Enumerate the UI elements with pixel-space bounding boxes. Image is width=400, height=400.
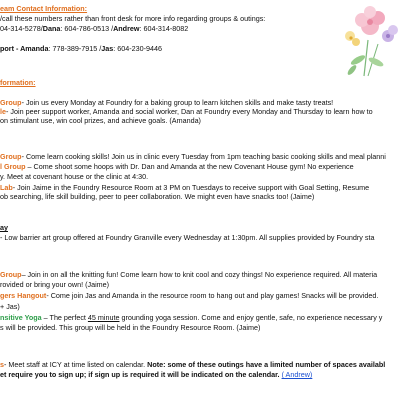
wednesday-label: ay [0,223,8,232]
purple-blossom [382,25,398,42]
yoga-line-2: s will be provided. This group will be held in the Foundry Resource Room. (Jaime) [0,323,261,332]
life-lab-line-2: ob searching, life skill building, peer to peer collaboration. We might even have snacks too! (Jaime) [0,192,315,201]
knitting-group-line: Group– Join in on all the knitting fun! Come learn how to knit cool and cozy things! No experience required. All materia [0,270,378,279]
pink-blossom [355,6,385,35]
contact-phones-1: 04-314-5278/Dana: 604-786-0513 /Andrew: 604-314-8082 [0,24,189,33]
knitting-group-line-2: rovided or bring your own! (Jaime) [0,280,110,289]
basketball-group-line-2: y. Meet at covenant house or the clinic at 4:30. [0,172,149,181]
outings-line-2: et require you to sign up; if sign up is required it will be indicated on the calendar. ( Andrew) [0,370,313,379]
info-heading: formation: [0,78,36,87]
stimulant-group-line: le- Join peer support worker, Amanda and social worker, Dan at Foundry every Monday and Thursday to learn how to [0,107,373,116]
yoga-line: nsitive Yoga – The perfect 45 minute grounding yoga session. Come and enjoy gentle, safe, no experience necessary y [0,313,383,322]
contact-intro: /call these numbers rather than front desk for more info regarding groups & outings: [0,14,266,23]
life-lab-line: Lab- Join Jaime in the Foundry Resource Room at 3 PM on Tuesdays to receive support with Goal Setting, Resume [0,183,370,192]
contact-phones-2: port - Amanda: 778-389-7915 /Jas: 604-230-9446 [0,44,162,53]
baking-group-line: Group- Join us every Monday at Foundry for a baking group to learn kitchen skills and make tasty treats! [0,98,334,107]
basketball-group-line: l Group – Come shoot some hoops with Dr. Dan and Amanda at the new Covenant House gym! No experience [0,162,354,171]
stimulant-group-line-2: on stimulant use, win cool prizes, and achieve goals. (Amanda) [0,116,201,125]
flower-stems [346,40,384,76]
cooking-group-line: Group- Come learn cooking skills! Join us in clinic every Tuesday from 1pm teaching basic cooking skills and meal planni [0,152,386,161]
flower-illustration [338,0,400,80]
hangout-line: gers Hangout- Come join Jas and Amanda in the resource room to hang out and play games! Snacks will be provided. [0,291,379,300]
outings-line: s- Meet staff at ICY at time listed on calendar. Note: some of these outings have a limited number of spaces availabl [0,360,386,369]
hangout-line-2: + Jas) [0,302,20,311]
yellow-blossom [345,31,360,46]
art-group-line: - Low barrier art group offered at Foundry Granville every Wednesday at 1:30pm. All supplies provided by Foundry sta [0,233,375,242]
contact-heading: eam Contact Information: [0,4,88,13]
